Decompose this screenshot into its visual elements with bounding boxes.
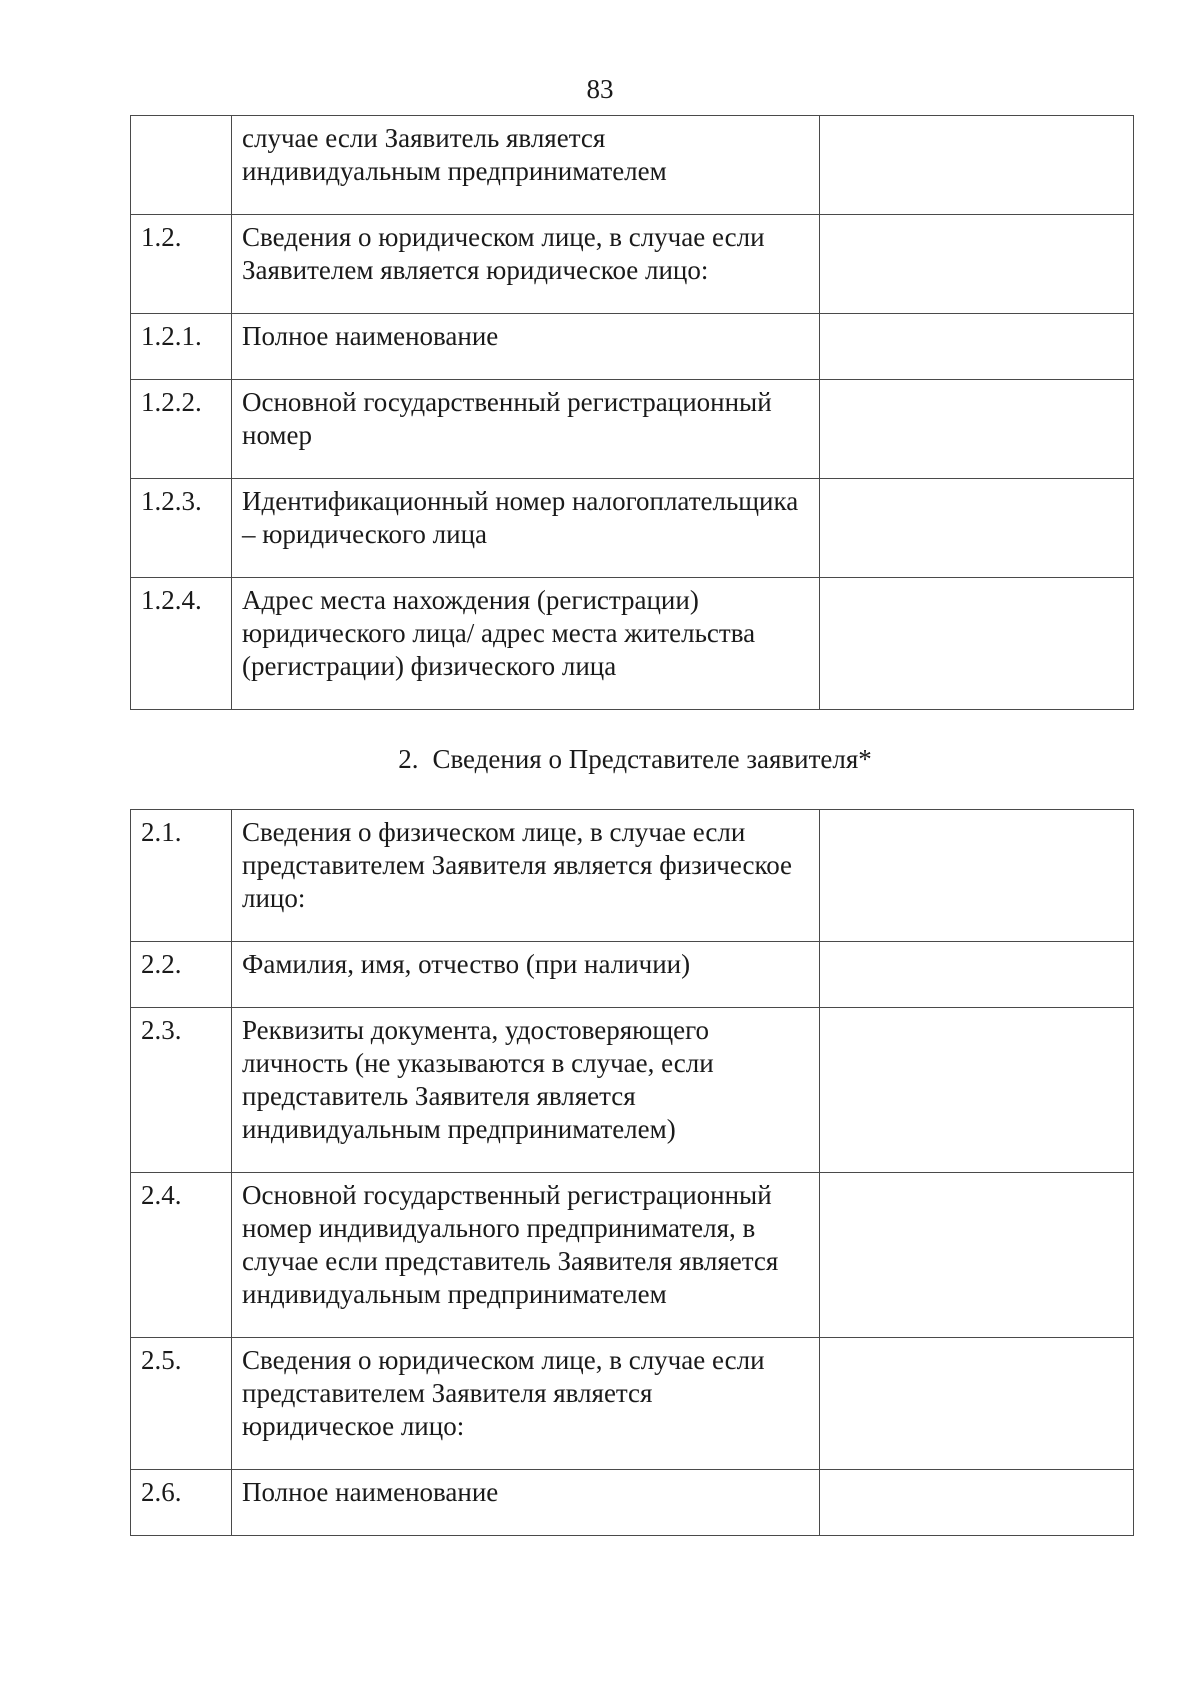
table-row xyxy=(131,215,1134,314)
row-number: 2.3. xyxy=(131,1008,232,1173)
row-value-cell[interactable] xyxy=(820,1470,1134,1536)
row-value-cell[interactable] xyxy=(820,380,1134,479)
row-description: Полное наименование xyxy=(232,314,820,380)
row-number: 1.2. xyxy=(131,215,232,314)
table-row xyxy=(131,479,1134,578)
table-row xyxy=(131,1338,1134,1470)
table-row xyxy=(131,942,1134,1008)
row-number: 2.2. xyxy=(131,942,232,1008)
row-value-cell[interactable] xyxy=(820,1008,1134,1173)
table-row xyxy=(131,1173,1134,1338)
table-row xyxy=(131,578,1134,710)
row-value-cell[interactable] xyxy=(820,1173,1134,1338)
row-description: Сведения о юридическом лице, в случае если представителем Заявителя является юридическое лицо: xyxy=(232,1338,820,1470)
section-number: 2. xyxy=(398,744,419,774)
table-row xyxy=(131,810,1134,942)
page-number: 83 xyxy=(586,74,614,104)
row-value-cell[interactable] xyxy=(820,1338,1134,1470)
row-description: Основной государственный регистрационный номер xyxy=(232,380,820,479)
row-number: 1.2.3. xyxy=(131,479,232,578)
row-value-cell[interactable] xyxy=(820,116,1134,215)
row-number: 2.1. xyxy=(131,810,232,942)
table-row xyxy=(131,1008,1134,1173)
row-description: случае если Заявитель является индивидуальным предпринимателем xyxy=(232,116,820,215)
applicant-details-table xyxy=(130,115,1134,710)
row-value-cell[interactable] xyxy=(820,810,1134,942)
row-value-cell[interactable] xyxy=(820,942,1134,1008)
section-heading xyxy=(0,743,1200,776)
representative-details-table xyxy=(130,809,1134,1536)
row-description: Идентификационный номер налогоплательщика – юридического лица xyxy=(232,479,820,578)
section-title: Сведения о Представителе заявителя* xyxy=(432,744,872,774)
table-row xyxy=(131,1470,1134,1536)
row-description: Сведения о юридическом лице, в случае если Заявителем является юридическое лицо: xyxy=(232,215,820,314)
row-number xyxy=(131,116,232,215)
row-value-cell[interactable] xyxy=(820,215,1134,314)
table-row xyxy=(131,380,1134,479)
table-row xyxy=(131,314,1134,380)
row-number: 2.5. xyxy=(131,1338,232,1470)
row-number: 1.2.2. xyxy=(131,380,232,479)
row-value-cell[interactable] xyxy=(820,479,1134,578)
row-number: 2.4. xyxy=(131,1173,232,1338)
row-description: Основной государственный регистрационный номер индивидуального предпринимателя, в случае если представитель Заявителя является индивидуальным предпринимателем xyxy=(232,1173,820,1338)
row-number: 1.2.1. xyxy=(131,314,232,380)
row-description: Полное наименование xyxy=(232,1470,820,1536)
row-number: 1.2.4. xyxy=(131,578,232,710)
row-description: Адрес места нахождения (регистрации) юридического лица/ адрес места жительства (регистрации) физического лица xyxy=(232,578,820,710)
row-description: Фамилия, имя, отчество (при наличии) xyxy=(232,942,820,1008)
row-number: 2.6. xyxy=(131,1470,232,1536)
row-value-cell[interactable] xyxy=(820,578,1134,710)
table-row xyxy=(131,116,1134,215)
row-description: Сведения о физическом лице, в случае если представителем Заявителя является физическое лицо: xyxy=(232,810,820,942)
row-value-cell[interactable] xyxy=(820,314,1134,380)
row-description: Реквизиты документа, удостоверяющего личность (не указываются в случае, если представитель Заявителя является индивидуальным предпринимателем) xyxy=(232,1008,820,1173)
